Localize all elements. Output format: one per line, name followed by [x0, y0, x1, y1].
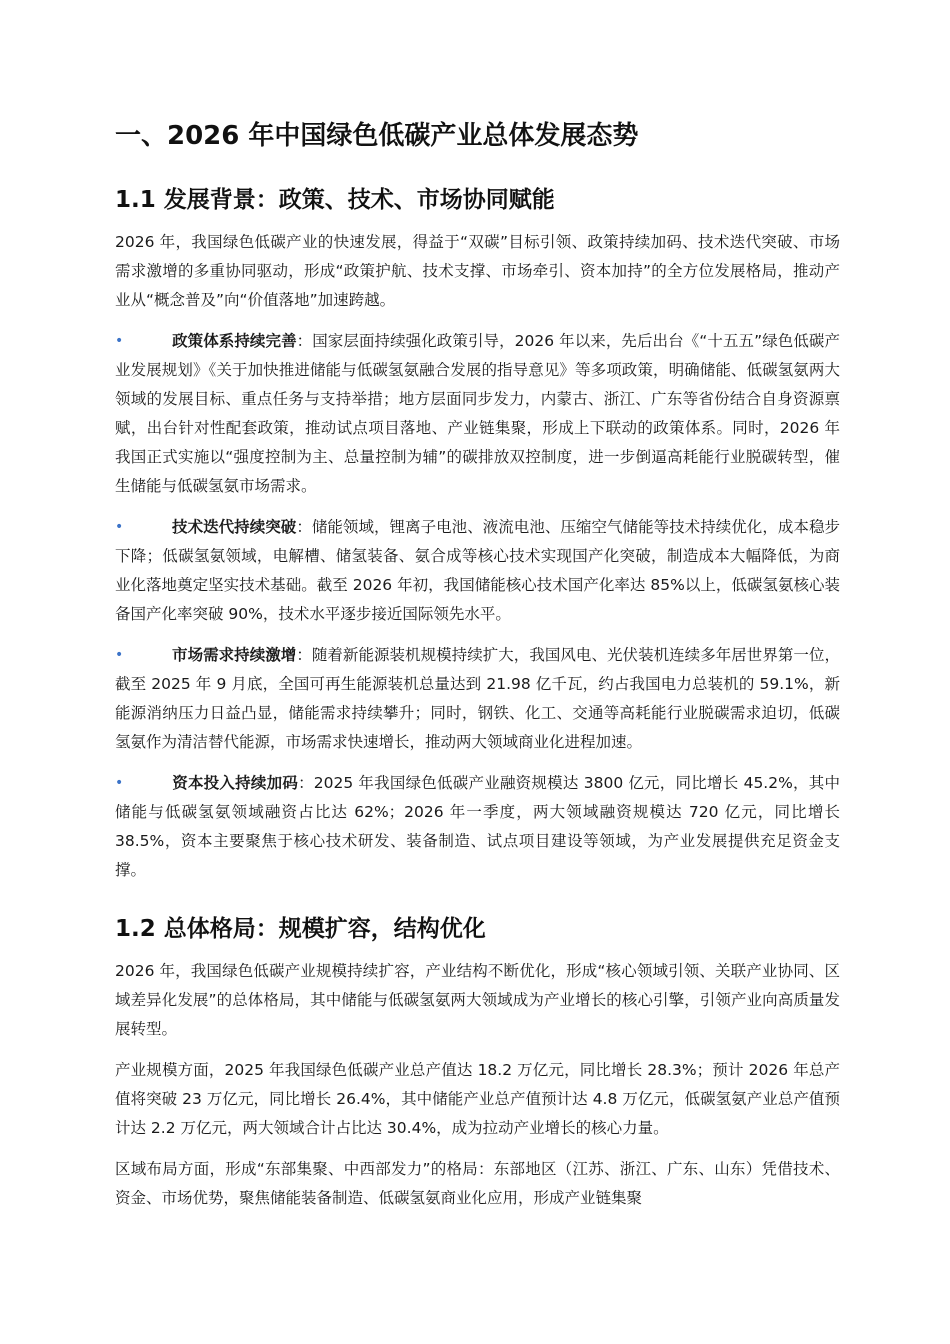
bullet-body-text: ：国家层面持续强化政策引导，2026 年以来，先后出台《“十五五”绿色低碳产业发展规划》《关于加快推进储能与低碳氢氨融合发展的指导意见》等多项政策，明确储能、低碳氢氨两大领域的发展目标、重点任务与支持举措；地方层面同步发力，内蒙古、浙江、广东等省份结合自身资源禀赋，出台针对性配套政策，推动试点项目落地、产业链集聚，形成上下联动的政策体系。同时，2026 年我国正式实施以“强度控制为主、总量控制为辅”的碳排放双控制度，进一步倒逼高耗能行业脱碳转型，催生储能与低碳氢氨市场需求。 [115, 332, 840, 495]
background-intro-paragraph: 2026 年，我国绿色低碳产业的快速发展，得益于“双碳”目标引领、政策持续加码、技术迭代突破、市场需求激增的多重协同驱动，形成“政策护航、技术支撑、市场牵引、资本加持”的全方位发展格局，推动产业从“概念普及”向“价值落地”加速跨越。 [115, 233, 840, 309]
bullet-dot-icon: • [115, 333, 124, 349]
section-heading-overall: 1.2 总体格局：规模扩容，结构优化 [115, 916, 486, 942]
bullet-item-capital [115, 769, 840, 885]
bullet-lead-text: 市场需求持续激增 [172, 646, 297, 664]
bullet-body-text: ：2025 年我国绿色低碳产业融资规模达 3800 亿元，同比增长 45.2%，其中储能与低碳氢氨领域融资占比达 62%；2026 年一季度，两大领域融资规模达 720 亿元，同比增长 38.5%，资本主要聚焦于核心技术研发、装备制造、试点项目建设等领域，为产业发展提供充足资金支撑。 [115, 774, 840, 879]
bullet-body-text: ：随着新能源装机规模持续扩大，我国风电、光伏装机连续多年居世界第一位，截至 2025 年 9 月底，全国可再生能源装机总量达到 21.98 亿千瓦，约占我国电力总装机的 59.1%，新能源消纳压力日益凸显，储能需求持续攀升；同时，钢铁、化工、交通等高耗能行业脱碳需求迫切，低碳氢氨作为清洁替代能源，市场需求快速增长，推动两大领域商业化进程加速。 [115, 646, 840, 751]
bullet-dot-icon: • [115, 519, 124, 535]
scale-paragraph: 产业规模方面，2025 年我国绿色低碳产业总产值达 18.2 万亿元，同比增长 28.3%；预计 2026 年总产值将突破 23 万亿元，同比增长 26.4%，其中储能产业总产值预计达 4.8 万亿元，低碳氢氨产业总产值预计达 2.2 万亿元，两大领域合计占比达 30.4%，成为拉动产业增长的核心力量。 [115, 1061, 840, 1137]
bullet-item-market [115, 641, 840, 757]
bullet-item-policy [115, 327, 840, 501]
section-heading-background: 1.1 发展背景：政策、技术、市场协同赋能 [115, 187, 555, 213]
regional-paragraph: 区域布局方面，形成“东部集聚、中西部发力”的格局：东部地区（江苏、浙江、广东、山东）凭借技术、资金、市场优势，聚焦储能装备制造、低碳氢氨商业化应用，形成产业链集聚 [115, 1160, 840, 1207]
bullet-body-text: ：储能领域，锂离子电池、液流电池、压缩空气储能等技术持续优化，成本稳步下降；低碳氢氨领域，电解槽、储氢装备、氨合成等核心技术实现国产化突破，制造成本大幅降低，为商业化落地奠定坚实技术基础。截至 2026 年初，我国储能核心技术国产化率达 85%以上，低碳氢氨核心装备国产化率突破 90%，技术水平逐步接近国际领先水平。 [115, 518, 840, 623]
document-page [115, 118, 840, 1225]
bullet-item-technology [115, 513, 840, 629]
overall-paragraph: 2026 年，我国绿色低碳产业规模持续扩容，产业结构不断优化，形成“核心领域引领、关联产业协同、区域差异化发展”的总体格局，其中储能与低碳氢氨两大领域成为产业增长的核心引擎，引领产业向高质量发展转型。 [115, 962, 840, 1038]
bullet-dot-icon: • [115, 775, 124, 791]
bullet-dot-icon: • [115, 647, 124, 663]
bullet-lead-text: 资本投入持续加码 [172, 774, 299, 792]
bullet-lead-text: 技术迭代持续突破 [172, 518, 297, 536]
bullet-lead-text: 政策体系持续完善 [172, 332, 297, 350]
page-title: 一、2026 年中国绿色低碳产业总体发展态势 [115, 121, 639, 151]
